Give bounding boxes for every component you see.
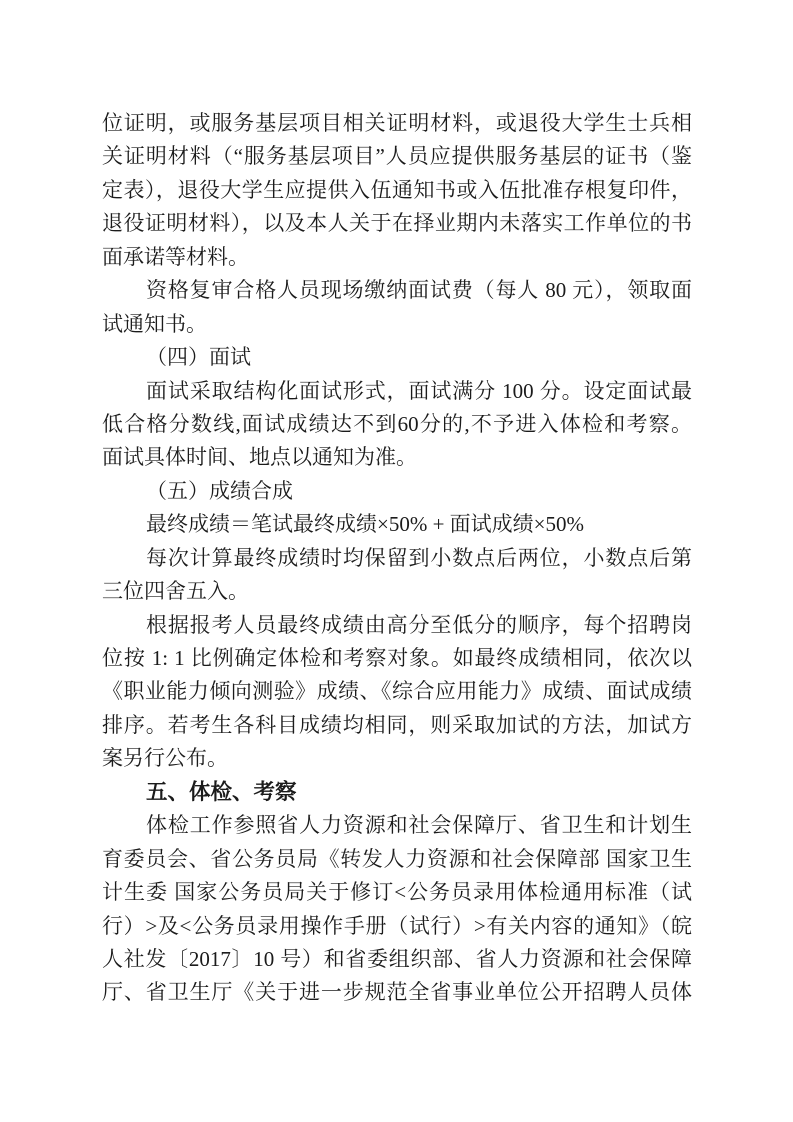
text-line: 面承诺等材料。 — [102, 244, 249, 269]
text-line: 厅、省卫生厅《关于进一步规范全省事业单位公开招聘人员体 — [102, 980, 692, 1005]
text-line: 位证明，或服务基层项目相关证明材料，或退役大学生士兵相 — [102, 111, 692, 135]
text-line: 体检工作参照省人力资源和社会保障厅、省卫生和计划生 — [146, 813, 692, 838]
text-line: 最终成绩＝笔试最终成绩×50% + 面试成绩×50% — [146, 512, 585, 537]
text-line: 面试采取结构化面试形式，面试满分 100 分。设定面试最 — [146, 378, 692, 403]
text-line: 三位四舍五入。 — [102, 579, 249, 604]
text-line: （五）成绩合成 — [146, 478, 293, 503]
text-line: 人社发〔2017〕10 号）和省委组织部、省人力资源和社会保障 — [102, 946, 692, 971]
text-line: 退役证明材料），以及本人关于在择业期内未落实工作单位的书 — [102, 211, 692, 236]
section-heading: 五、体检、考察 — [146, 779, 297, 804]
text-line: 计生委 国家公务员局关于修订<公务员录用体检通用标准（试 — [102, 880, 692, 905]
text-line: 定表），退役大学生应提供入伍通知书或入伍批准存根复印件， — [102, 177, 692, 202]
text-line: 试通知书。 — [102, 311, 207, 336]
text-line: 面试具体时间、地点以通知为准。 — [102, 445, 417, 470]
text-line: 育委员会、省公务员局《转发人力资源和社会保障部 国家卫生 — [102, 846, 692, 871]
text-line: 资格复审合格人员现场缴纳面试费（每人 80 元），领取面 — [146, 278, 692, 303]
text-line: 排序。若考生各科目成绩均相同，则采取加试的方法，加试方 — [102, 712, 692, 737]
text-line: 低合格分数线,面试成绩达不到60分的,不予进入体检和考察。 — [102, 411, 692, 436]
text-line: 每次计算最终成绩时均保留到小数点后两位，小数点后第 — [146, 545, 692, 570]
text-line: 关证明材料（“服务基层项目”人员应提供服务基层的证书（鉴 — [102, 144, 692, 169]
text-line: 行）>及<公务员录用操作手册（试行）>有关内容的通知》（皖 — [102, 913, 692, 938]
text-line: 《职业能力倾向测验》成绩、《综合应用能力》成绩、面试成绩 — [102, 679, 692, 704]
text-block — [102, 107, 692, 1010]
text-line: （四）面试 — [146, 345, 251, 370]
text-line: 根据报考人员最终成绩由高分至低分的顺序，每个招聘岗 — [146, 612, 692, 637]
text-line: 案另行公布。 — [102, 746, 228, 771]
text-line: 位按 1: 1 比例确定体检和考察对象。如最终成绩相同，依次以 — [102, 646, 692, 670]
